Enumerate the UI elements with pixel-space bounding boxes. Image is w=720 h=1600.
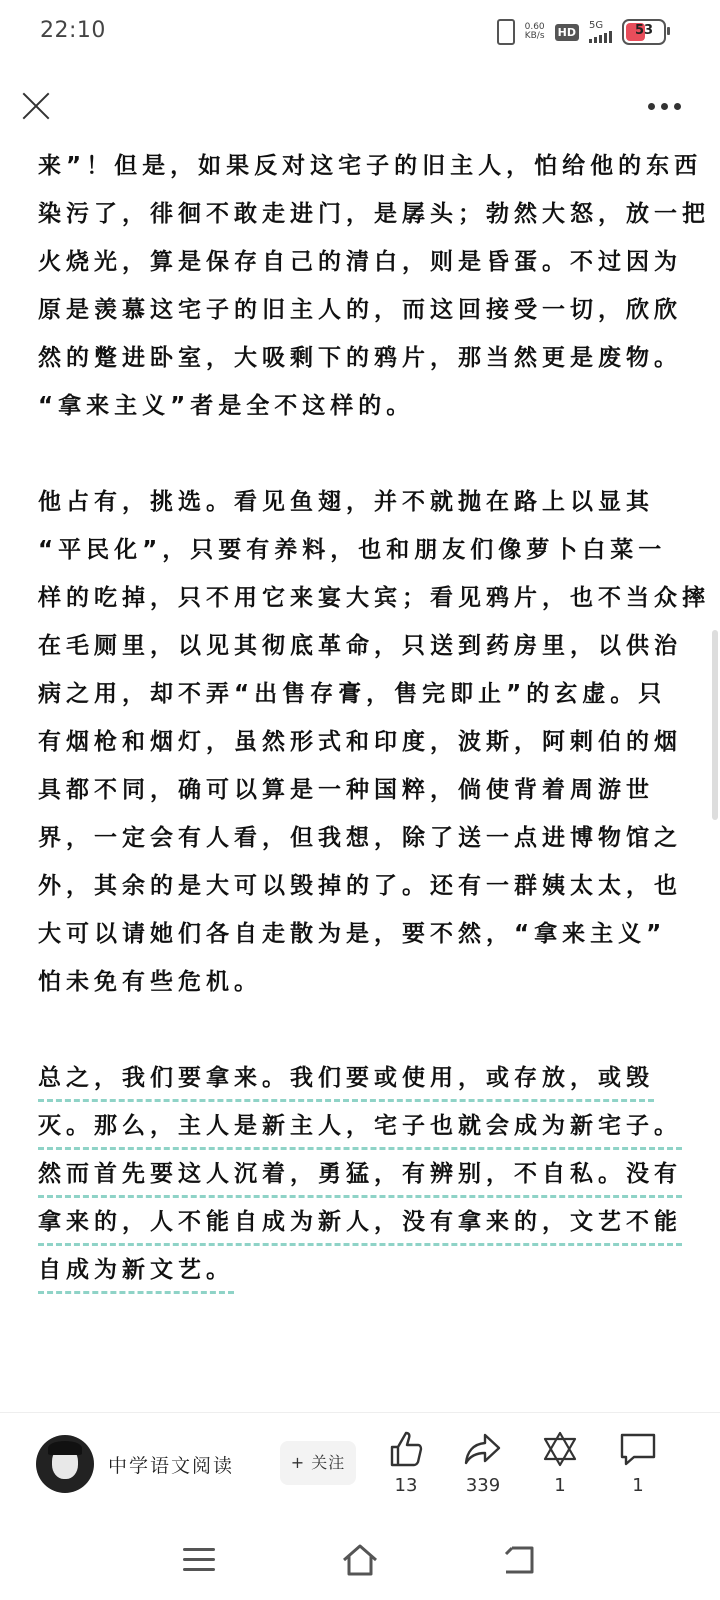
text-line: 大可以请她们各自走散为是，要不然，“拿来主义” [38, 921, 667, 947]
net-speed-value: 0.60 [524, 22, 545, 32]
system-nav-bar [0, 1528, 720, 1600]
text-line: 然而首先要这人沉着，勇猛，有辨别，不自私。没有 [38, 1161, 682, 1187]
net-speed [525, 23, 545, 41]
follow-button[interactable]: + 关注 [280, 1441, 356, 1485]
vibrate-icon [497, 19, 515, 45]
battery-icon [622, 19, 666, 45]
article-body [38, 142, 710, 1342]
status-time: 22:10 [40, 18, 106, 43]
text-line: 染污了，徘徊不敢走进门，是孱头；勃然大怒，放一把 [38, 201, 710, 227]
text-line: 自成为新文艺。 [38, 1257, 234, 1283]
favorite-count: 1 [554, 1475, 566, 1496]
hd-icon: HD [555, 24, 579, 41]
comment-icon [618, 1429, 658, 1469]
status-bar [0, 0, 720, 64]
comment-button[interactable] [608, 1429, 668, 1496]
text-line: “拿来主义”者是全不这样的。 [38, 393, 415, 419]
share-icon [463, 1429, 503, 1469]
menu-icon[interactable] [183, 1548, 215, 1578]
star-of-david-icon [540, 1429, 580, 1469]
text-line: 拿来的，人不能自成为新人，没有拿来的，文艺不能 [38, 1209, 682, 1235]
text-line: 他占有，挑选。看见鱼翅，并不就抛在路上以显其 [38, 489, 654, 515]
battery-level: 53 [634, 23, 654, 38]
signal-label: 5G [589, 20, 604, 31]
text-line: 外，其余的是大可以毁掉的了。还有一群姨太太，也 [38, 873, 682, 899]
close-icon[interactable] [18, 88, 54, 124]
thumbs-up-icon [386, 1429, 426, 1469]
home-icon[interactable] [340, 1542, 380, 1578]
text-line: 然的蹩进卧室，大吸剩下的鸦片，那当然更是废物。 [38, 345, 682, 371]
action-bar [0, 1412, 720, 1521]
like-count: 13 [394, 1475, 418, 1496]
like-button[interactable] [376, 1429, 436, 1496]
text-line: 原是羡慕这宅子的旧主人的，而这回接受一切，欣欣 [38, 297, 682, 323]
paragraph [38, 478, 710, 1006]
paragraph [38, 142, 710, 430]
more-options-icon[interactable] [648, 100, 688, 112]
text-line: 怕未免有些危机。 [38, 969, 262, 995]
highlighted-paragraph [38, 1054, 682, 1294]
author-avatar[interactable] [36, 1435, 94, 1493]
text-line: 火烧光，算是保存自己的清白，则是昏蛋。不过因为 [38, 249, 682, 275]
share-count: 339 [465, 1475, 501, 1496]
text-line: 具都不同，确可以算是一种国粹，倘使背着周游世 [38, 777, 654, 803]
text-line: 病之用，却不弄“出售存膏，售完即止”的玄虚。只 [38, 681, 667, 707]
text-line: 界，一定会有人看，但我想，除了送一点进博物馆之 [38, 825, 682, 851]
author-name[interactable]: 中学语文阅读 [108, 1455, 235, 1477]
net-speed-unit: KB/s [524, 31, 545, 41]
status-icons [497, 18, 666, 46]
text-line: 有烟枪和烟灯，虽然形式和印度，波斯，阿剌伯的烟 [38, 729, 682, 755]
text-line: “平民化”，只要有养料，也和朋友们像萝卜白菜一 [38, 537, 667, 563]
signal-icon [589, 21, 612, 43]
text-line: 来”！但是，如果反对这宅子的旧主人，怕给他的东西 [38, 153, 703, 179]
favorite-button[interactable] [530, 1429, 590, 1496]
share-button[interactable] [453, 1429, 513, 1496]
text-line: 总之，我们要拿来。我们要或使用，或存放，或毁 [38, 1065, 654, 1091]
comment-count: 1 [632, 1475, 644, 1496]
text-line: 灭。那么，主人是新主人，宅子也就会成为新宅子。 [38, 1113, 682, 1139]
back-icon[interactable] [502, 1542, 538, 1578]
text-line: 样的吃掉，只不用它来宴大宾；看见鸦片，也不当众摔 [38, 585, 710, 611]
scrollbar[interactable] [712, 630, 718, 820]
text-line: 在毛厕里，以见其彻底革命，只送到药房里，以供治 [38, 633, 682, 659]
